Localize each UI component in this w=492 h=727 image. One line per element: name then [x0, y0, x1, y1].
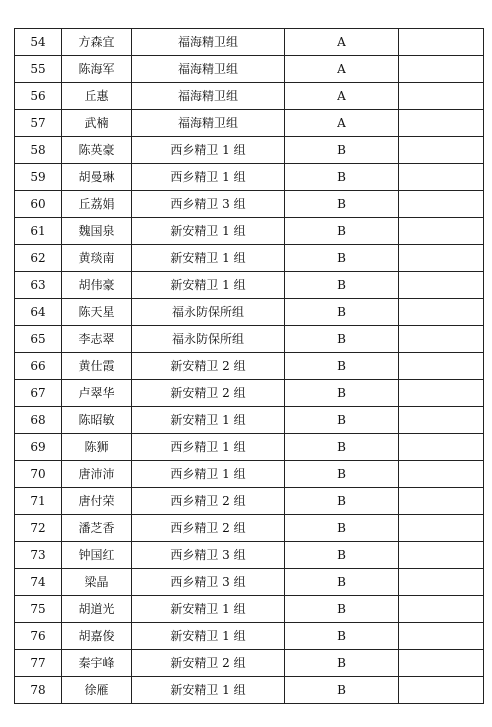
group-cell: 新安精卫 1 组: [132, 218, 285, 245]
row-number-cell: 59: [15, 164, 62, 191]
row-number-cell: 67: [15, 380, 62, 407]
remark-cell: [399, 677, 484, 704]
row-number-cell: 60: [15, 191, 62, 218]
group-cell: 新安精卫 1 组: [132, 407, 285, 434]
row-number-cell: 69: [15, 434, 62, 461]
row-number-cell: 61: [15, 218, 62, 245]
row-number-cell: 74: [15, 569, 62, 596]
table-row: [15, 596, 484, 623]
person-name-cell: 黄仕霞: [62, 353, 132, 380]
row-number-cell: 71: [15, 488, 62, 515]
person-name-cell: 魏国泉: [62, 218, 132, 245]
grade-cell: B: [285, 245, 399, 272]
grade-cell: B: [285, 488, 399, 515]
remark-cell: [399, 434, 484, 461]
person-name-cell: 丘荔娟: [62, 191, 132, 218]
grade-cell: B: [285, 218, 399, 245]
group-cell: 西乡精卫 1 组: [132, 461, 285, 488]
table-row: [15, 29, 484, 56]
person-name-cell: 陈昭敏: [62, 407, 132, 434]
table-row: [15, 623, 484, 650]
row-number-cell: 54: [15, 29, 62, 56]
row-number-cell: 76: [15, 623, 62, 650]
person-name-cell: 丘惠: [62, 83, 132, 110]
table-row: [15, 353, 484, 380]
group-cell: 新安精卫 1 组: [132, 596, 285, 623]
person-name-cell: 陈英豪: [62, 137, 132, 164]
grade-cell: A: [285, 56, 399, 83]
table-row: [15, 407, 484, 434]
person-name-cell: 黄琰南: [62, 245, 132, 272]
person-name-cell: 卢翠华: [62, 380, 132, 407]
group-cell: 新安精卫 1 组: [132, 245, 285, 272]
person-name-cell: 陈海军: [62, 56, 132, 83]
remark-cell: [399, 488, 484, 515]
table-row: [15, 56, 484, 83]
grade-cell: B: [285, 677, 399, 704]
group-cell: 福海精卫组: [132, 56, 285, 83]
group-cell: 西乡精卫 1 组: [132, 164, 285, 191]
remark-cell: [399, 461, 484, 488]
row-number-cell: 58: [15, 137, 62, 164]
person-name-cell: 胡伟豪: [62, 272, 132, 299]
group-cell: 新安精卫 2 组: [132, 353, 285, 380]
grade-cell: A: [285, 29, 399, 56]
grade-cell: B: [285, 137, 399, 164]
group-cell: 西乡精卫 1 组: [132, 137, 285, 164]
group-cell: 西乡精卫 2 组: [132, 515, 285, 542]
remark-cell: [399, 326, 484, 353]
group-cell: 新安精卫 1 组: [132, 623, 285, 650]
person-name-cell: 李志翠: [62, 326, 132, 353]
group-cell: 新安精卫 2 组: [132, 650, 285, 677]
row-number-cell: 77: [15, 650, 62, 677]
remark-cell: [399, 623, 484, 650]
grade-cell: B: [285, 542, 399, 569]
person-name-cell: 潘芝香: [62, 515, 132, 542]
group-cell: 西乡精卫 3 组: [132, 191, 285, 218]
grade-cell: B: [285, 596, 399, 623]
table-row: [15, 434, 484, 461]
grade-cell: B: [285, 623, 399, 650]
remark-cell: [399, 29, 484, 56]
grade-cell: B: [285, 569, 399, 596]
table-row: [15, 542, 484, 569]
remark-cell: [399, 137, 484, 164]
remark-cell: [399, 83, 484, 110]
grade-cell: B: [285, 650, 399, 677]
row-number-cell: 72: [15, 515, 62, 542]
remark-cell: [399, 650, 484, 677]
remark-cell: [399, 218, 484, 245]
grade-cell: B: [285, 353, 399, 380]
grade-cell: B: [285, 515, 399, 542]
table-row: [15, 515, 484, 542]
group-cell: 福永防保所组: [132, 299, 285, 326]
person-name-cell: 梁晶: [62, 569, 132, 596]
table-row: [15, 326, 484, 353]
group-cell: 福海精卫组: [132, 110, 285, 137]
person-name-cell: 陈天星: [62, 299, 132, 326]
group-cell: 新安精卫 2 组: [132, 380, 285, 407]
remark-cell: [399, 515, 484, 542]
table-row: [15, 299, 484, 326]
group-cell: 福海精卫组: [132, 83, 285, 110]
row-number-cell: 68: [15, 407, 62, 434]
grade-cell: B: [285, 407, 399, 434]
remark-cell: [399, 110, 484, 137]
remark-cell: [399, 245, 484, 272]
row-number-cell: 56: [15, 83, 62, 110]
person-name-cell: 唐付荣: [62, 488, 132, 515]
row-number-cell: 62: [15, 245, 62, 272]
roster-table-body: [15, 29, 484, 704]
remark-cell: [399, 272, 484, 299]
remark-cell: [399, 164, 484, 191]
table-row: [15, 164, 484, 191]
grade-cell: B: [285, 299, 399, 326]
table-row: [15, 218, 484, 245]
table-row: [15, 650, 484, 677]
table-row: [15, 272, 484, 299]
row-number-cell: 73: [15, 542, 62, 569]
row-number-cell: 75: [15, 596, 62, 623]
row-number-cell: 66: [15, 353, 62, 380]
group-cell: 新安精卫 1 组: [132, 677, 285, 704]
remark-cell: [399, 299, 484, 326]
table-row: [15, 677, 484, 704]
grade-cell: A: [285, 110, 399, 137]
group-cell: 西乡精卫 1 组: [132, 434, 285, 461]
table-row: [15, 380, 484, 407]
grade-cell: B: [285, 326, 399, 353]
person-name-cell: 秦宇峰: [62, 650, 132, 677]
table-row: [15, 110, 484, 137]
roster-table: [14, 28, 484, 704]
row-number-cell: 65: [15, 326, 62, 353]
remark-cell: [399, 56, 484, 83]
grade-cell: B: [285, 164, 399, 191]
group-cell: 西乡精卫 2 组: [132, 488, 285, 515]
remark-cell: [399, 407, 484, 434]
table-row: [15, 83, 484, 110]
remark-cell: [399, 191, 484, 218]
remark-cell: [399, 596, 484, 623]
grade-cell: A: [285, 83, 399, 110]
grade-cell: B: [285, 434, 399, 461]
table-row: [15, 137, 484, 164]
group-cell: 福永防保所组: [132, 326, 285, 353]
group-cell: 新安精卫 1 组: [132, 272, 285, 299]
group-cell: 西乡精卫 3 组: [132, 542, 285, 569]
group-cell: 西乡精卫 3 组: [132, 569, 285, 596]
person-name-cell: 胡曼琳: [62, 164, 132, 191]
remark-cell: [399, 380, 484, 407]
table-row: [15, 191, 484, 218]
grade-cell: B: [285, 461, 399, 488]
remark-cell: [399, 542, 484, 569]
person-name-cell: 方森宜: [62, 29, 132, 56]
person-name-cell: 武楠: [62, 110, 132, 137]
person-name-cell: 胡嘉俊: [62, 623, 132, 650]
row-number-cell: 63: [15, 272, 62, 299]
person-name-cell: 胡道光: [62, 596, 132, 623]
table-row: [15, 245, 484, 272]
table-row: [15, 461, 484, 488]
remark-cell: [399, 569, 484, 596]
remark-cell: [399, 353, 484, 380]
row-number-cell: 78: [15, 677, 62, 704]
person-name-cell: 钟国红: [62, 542, 132, 569]
grade-cell: B: [285, 191, 399, 218]
table-row: [15, 488, 484, 515]
row-number-cell: 55: [15, 56, 62, 83]
row-number-cell: 64: [15, 299, 62, 326]
row-number-cell: 57: [15, 110, 62, 137]
group-cell: 福海精卫组: [132, 29, 285, 56]
grade-cell: B: [285, 272, 399, 299]
person-name-cell: 陈狮: [62, 434, 132, 461]
row-number-cell: 70: [15, 461, 62, 488]
table-row: [15, 569, 484, 596]
grade-cell: B: [285, 380, 399, 407]
person-name-cell: 徐雁: [62, 677, 132, 704]
person-name-cell: 唐沛沛: [62, 461, 132, 488]
